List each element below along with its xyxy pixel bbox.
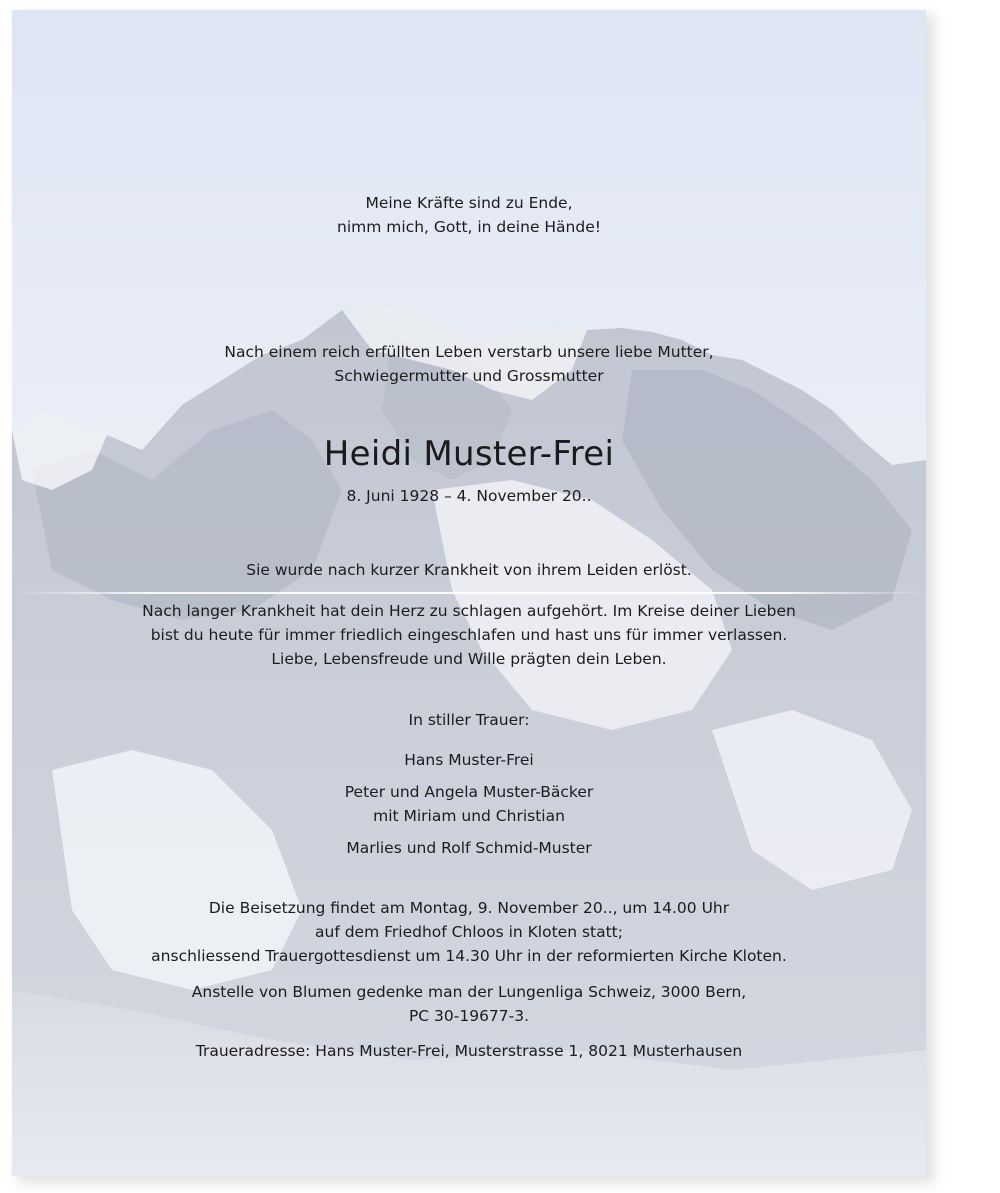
donation-line: Anstelle von Blumen gedenke man der Lungenliga Schweiz, 3000 Bern, [191, 983, 747, 1001]
deceased-name: Heidi Muster-Frei [323, 434, 615, 474]
burial-line: anschliessend Trauergottesdienst um 14.30 Uhr in der reformierten Kirche Kloten. [151, 947, 787, 965]
donation-note [12, 980, 926, 1028]
life-dates: 8. Juni 1928 – 4. November 20.. [346, 487, 592, 505]
farewell-message [12, 599, 926, 671]
mourner-first: Hans Muster-Frei [404, 751, 534, 769]
message-line: bist du heute für immer friedlich eingeschlafen und hast uns für immer verlassen. [150, 626, 788, 644]
verse [12, 191, 926, 239]
intro-line: Schwiegermutter und Grossmutter [334, 367, 604, 385]
mourner-line: mit Miriam und Christian [373, 807, 565, 825]
verse-line: Meine Kräfte sind zu Ende, [365, 194, 573, 212]
mourning-label: In stiller Trauer: [408, 711, 530, 729]
donation-line: PC 30-19677-3. [408, 1007, 530, 1025]
mourner-family [12, 780, 926, 828]
obituary-card [12, 10, 926, 1176]
release-statement: Sie wurde nach kurzer Krankheit von ihrem Leiden erlöst. [246, 561, 692, 579]
burial-details [12, 896, 926, 968]
verse-line: nimm mich, Gott, in deine Hände! [337, 218, 601, 236]
mourner-line: Peter und Angela Muster-Bäcker [344, 783, 594, 801]
mourner-third: Marlies und Rolf Schmid-Muster [346, 839, 592, 857]
message-line: Nach langer Krankheit hat dein Herz zu schlagen aufgehört. Im Kreise deiner Lieben [142, 602, 796, 620]
burial-line: Die Beisetzung findet am Montag, 9. November 20.., um 14.00 Uhr [208, 899, 730, 917]
mourning-address: Traueradresse: Hans Muster-Frei, Musterstrasse 1, 8021 Musterhausen [195, 1042, 743, 1060]
burial-line: auf dem Friedhof Chloos in Kloten statt; [315, 923, 623, 941]
fold-line [12, 592, 926, 594]
message-line: Liebe, Lebensfreude und Wille prägten dein Leben. [271, 650, 667, 668]
intro-line: Nach einem reich erfüllten Leben verstarb unsere liebe Mutter, [224, 343, 714, 361]
intro [12, 340, 926, 388]
